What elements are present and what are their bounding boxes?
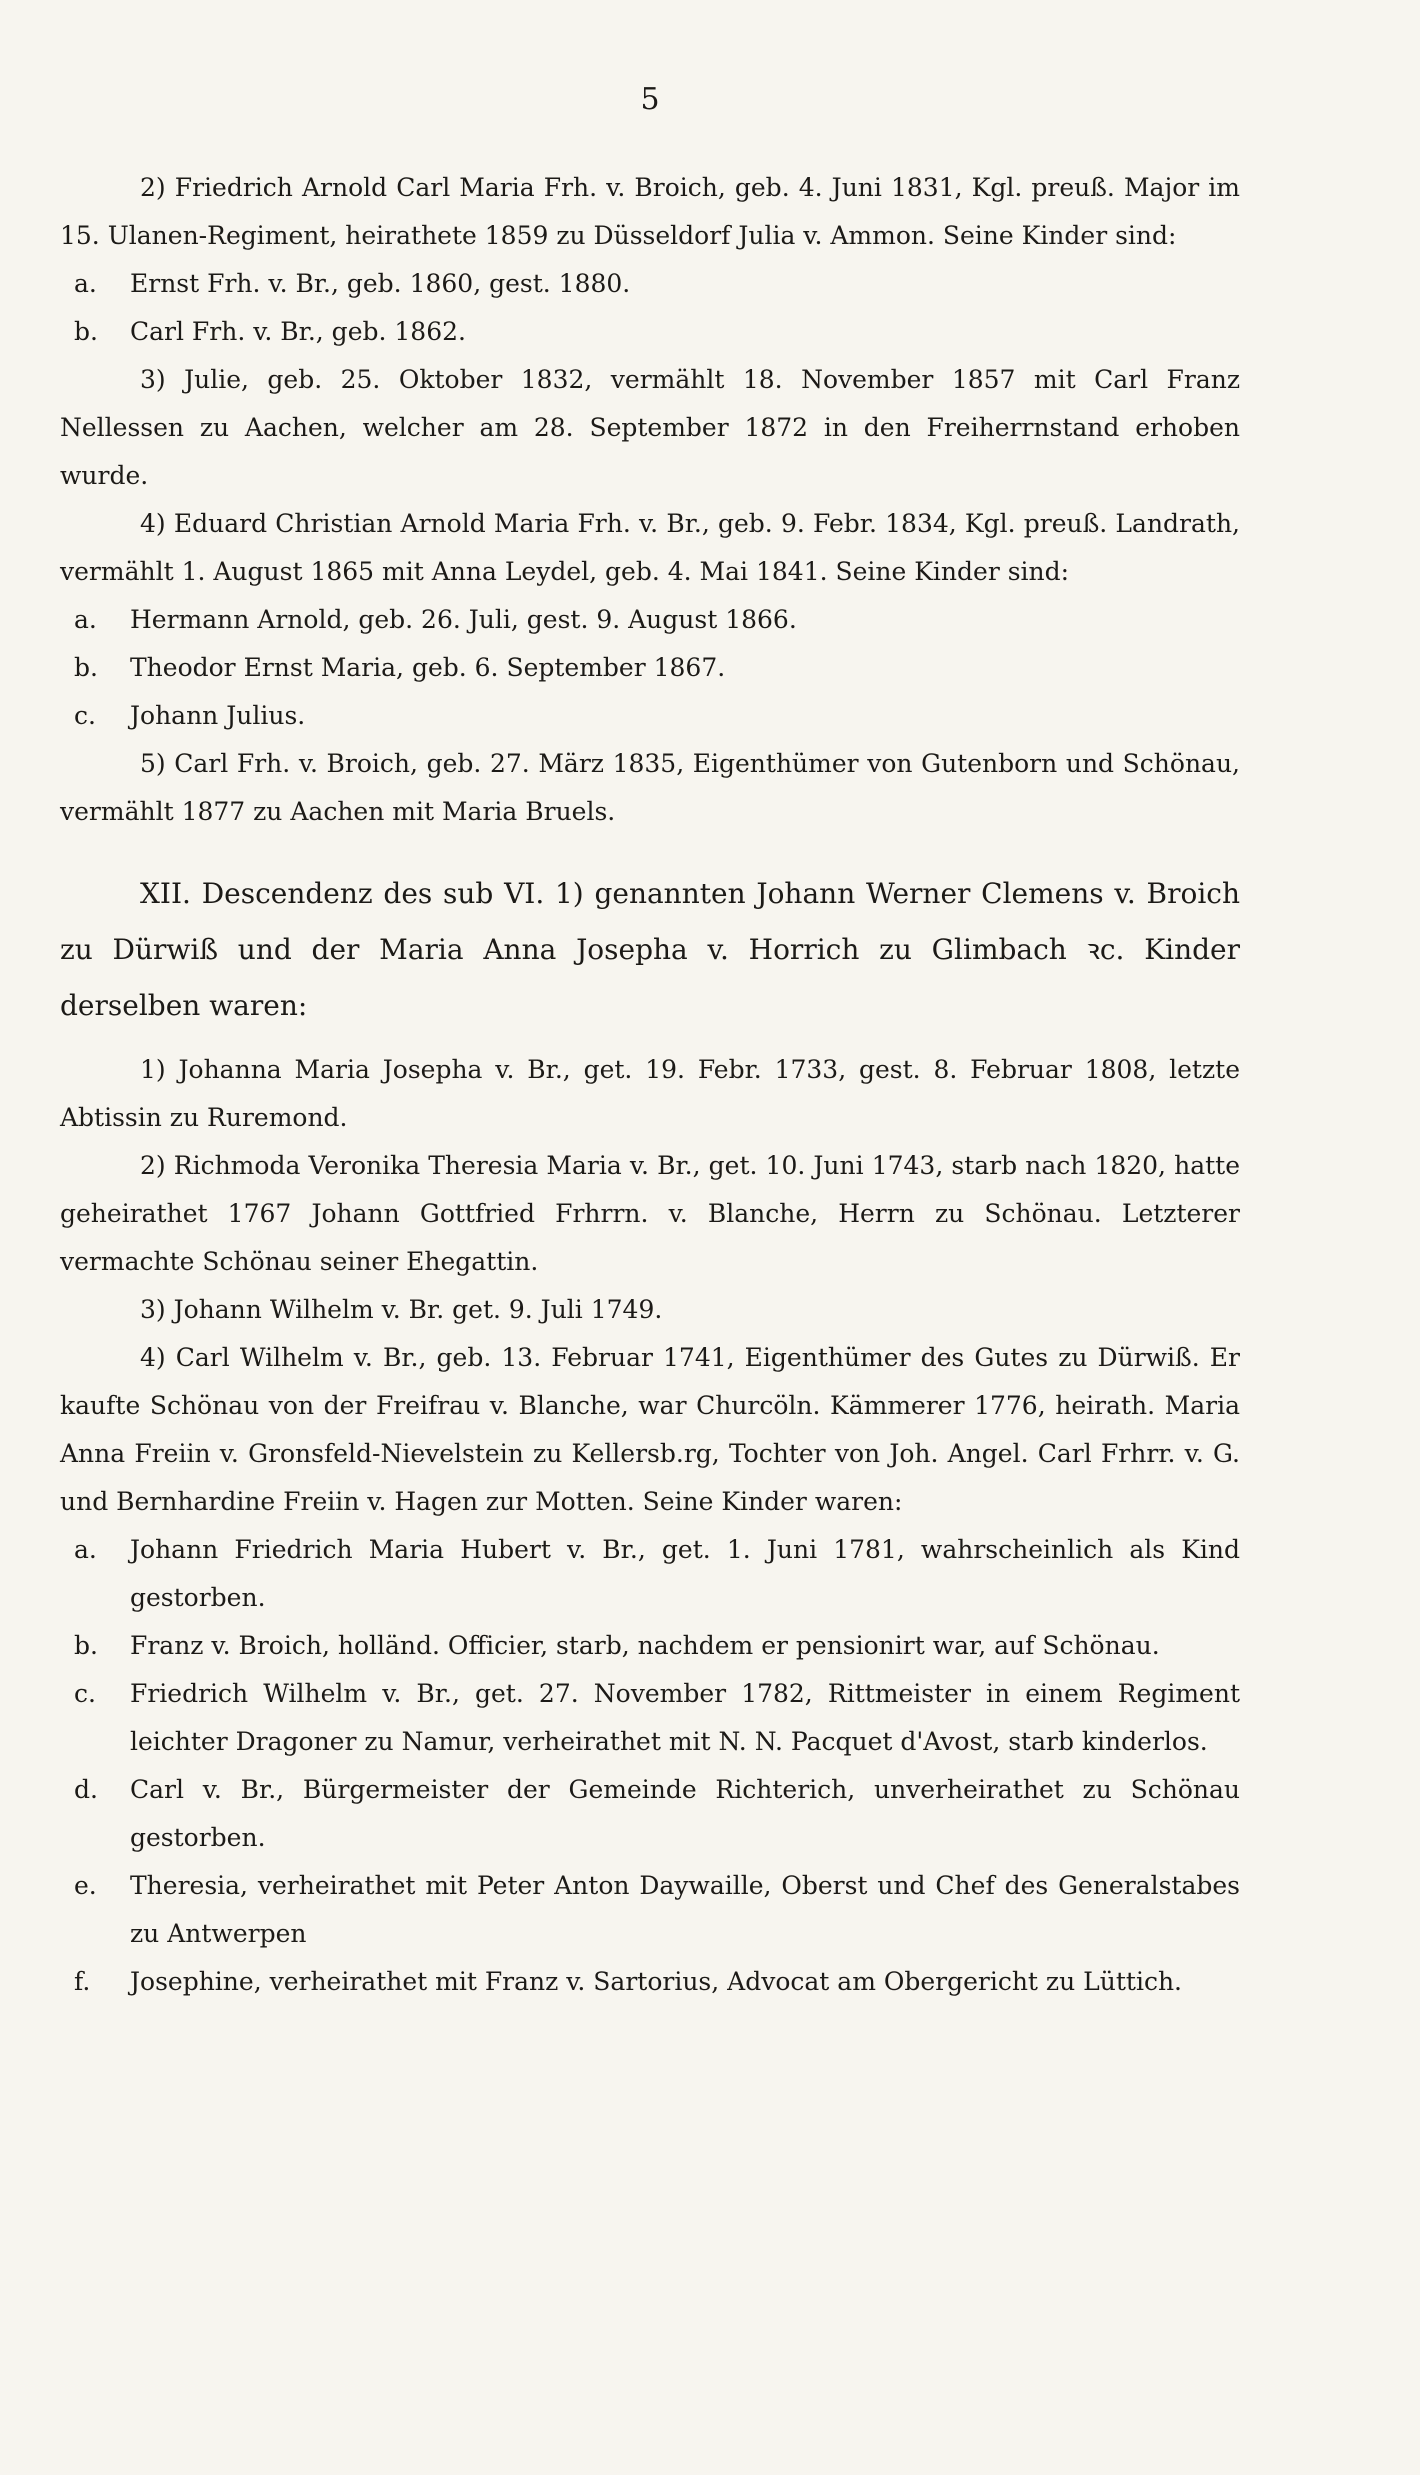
entry-paragraph: 3) Julie, geb. 25. Oktober 1832, vermählt 18. November 1857 mit Carl Franz Nellessen zu Aachen, welcher am 28. September 1872 in den Freiherrnstand erhoben wurde. <box>60 365 1240 490</box>
list-item-text: Franz v. Broich, holländ. Officier, starb, nachdem er pensionirt war, auf Schönau. <box>130 1631 1160 1660</box>
entry-paragraph: 1) Johanna Maria Josepha v. Br., get. 19. Febr. 1733, gest. 8. Februar 1808, letzte Abtissin zu Ruremond. <box>60 1055 1240 1132</box>
list-item-label: a. <box>74 269 97 298</box>
list-item-label: e. <box>74 1871 97 1900</box>
list-item-label: a. <box>74 1535 97 1564</box>
list-item <box>60 644 1240 692</box>
list-item-label: c. <box>74 701 96 730</box>
entry-paragraph: 4) Carl Wilhelm v. Br., geb. 13. Februar 1741, Eigenthümer des Gutes zu Dürwiß. Er kaufte Schönau von der Freifrau v. Blanche, war Churcöln. Kämmerer 1776, heirath. Maria Anna Freiin v. Gronsfeld-Nievelstein zu Kellersb.rg, Tochter von Joh. Angel. Carl Frhrr. v. G. und Bernhardine Freiin v. Hagen zur Motten. Seine Kinder waren: <box>60 1343 1240 1516</box>
entry-paragraph: 4) Eduard Christian Arnold Maria Frh. v. Br., geb. 9. Febr. 1834, Kgl. preuß. Landrath, vermählt 1. August 1865 mit Anna Leydel, geb. 4. Mai 1841. Seine Kinder sind: <box>60 509 1240 586</box>
list-item-text: Friedrich Wilhelm v. Br., get. 27. November 1782, Rittmeister in einem Regiment leichter Dragoner zu Namur, verheirathet mit N. N. Pacquet d'Avost, starb kinderlos. <box>130 1679 1240 1756</box>
list-item <box>60 260 1240 308</box>
document-page <box>60 80 1240 2006</box>
list-item-text: Josephine, verheirathet mit Franz v. Sartorius, Advocat am Obergericht zu Lüttich. <box>130 1967 1182 1996</box>
list-item <box>60 1670 1240 1766</box>
page-number: 5 <box>640 82 660 117</box>
list-item-text: Hermann Arnold, geb. 26. Juli, gest. 9. August 1866. <box>130 605 797 634</box>
list-item-text: Theodor Ernst Maria, geb. 6. September 1867. <box>130 653 726 682</box>
list-item-text: Carl v. Br., Bürgermeister der Gemeinde Richterich, unverheirathet zu Schönau gestorben. <box>130 1775 1240 1852</box>
list-item-label: a. <box>74 605 97 634</box>
list-item-text: Johann Julius. <box>130 701 306 730</box>
list-item-label: b. <box>74 653 98 682</box>
children-list <box>60 1526 1240 2006</box>
list-item <box>60 308 1240 356</box>
list-item-text: Ernst Frh. v. Br., geb. 1860, gest. 1880. <box>130 269 631 298</box>
children-list <box>60 596 1240 740</box>
list-item <box>60 1862 1240 1958</box>
list-item-text: Johann Friedrich Maria Hubert v. Br., get. 1. Juni 1781, wahrscheinlich als Kind gestorben. <box>130 1535 1240 1612</box>
list-item-label: b. <box>74 1631 98 1660</box>
list-item <box>60 1958 1240 2006</box>
entries-bottom <box>60 1046 1240 2006</box>
entry-paragraph: 2) Richmoda Veronika Theresia Maria v. Br., get. 10. Juni 1743, starb nach 1820, hatte geheirathet 1767 Johann Gottfried Frhrrn. v. Blanche, Herrn zu Schönau. Letzterer vermachte Schönau seiner Ehegattin. <box>60 1151 1240 1276</box>
children-list <box>60 260 1240 356</box>
list-item <box>60 1622 1240 1670</box>
list-item <box>60 1766 1240 1862</box>
list-item-label: b. <box>74 317 98 346</box>
list-item-label: f. <box>74 1967 91 1996</box>
list-item-label: c. <box>74 1679 96 1708</box>
list-item <box>60 692 1240 740</box>
section-heading: XII. Descendenz des sub VI. 1) genannten Johann Werner Clemens v. Broich zu Dürwiß und der Maria Anna Josepha v. Horrich zu Glimbach ꝛc. Kinder derselben waren: <box>60 877 1240 1022</box>
list-item-text: Theresia, verheirathet mit Peter Anton Daywaille, Oberst und Chef des Generalstabes zu Antwerpen <box>130 1871 1240 1948</box>
entry-paragraph: 3) Johann Wilhelm v. Br. get. 9. Juli 1749. <box>140 1295 663 1324</box>
list-item <box>60 596 1240 644</box>
list-item <box>60 1526 1240 1622</box>
list-item-text: Carl Frh. v. Br., geb. 1862. <box>130 317 466 346</box>
list-item-label: d. <box>74 1775 98 1804</box>
entry-paragraph: 5) Carl Frh. v. Broich, geb. 27. März 1835, Eigenthümer von Gutenborn und Schönau, vermählt 1877 zu Aachen mit Maria Bruels. <box>60 749 1240 826</box>
entries-top <box>60 164 1240 836</box>
entry-paragraph: 2) Friedrich Arnold Carl Maria Frh. v. Broich, geb. 4. Juni 1831, Kgl. preuß. Major im 15. Ulanen-Regiment, heirathete 1859 zu Düsseldorf Julia v. Ammon. Seine Kinder sind: <box>60 173 1240 250</box>
